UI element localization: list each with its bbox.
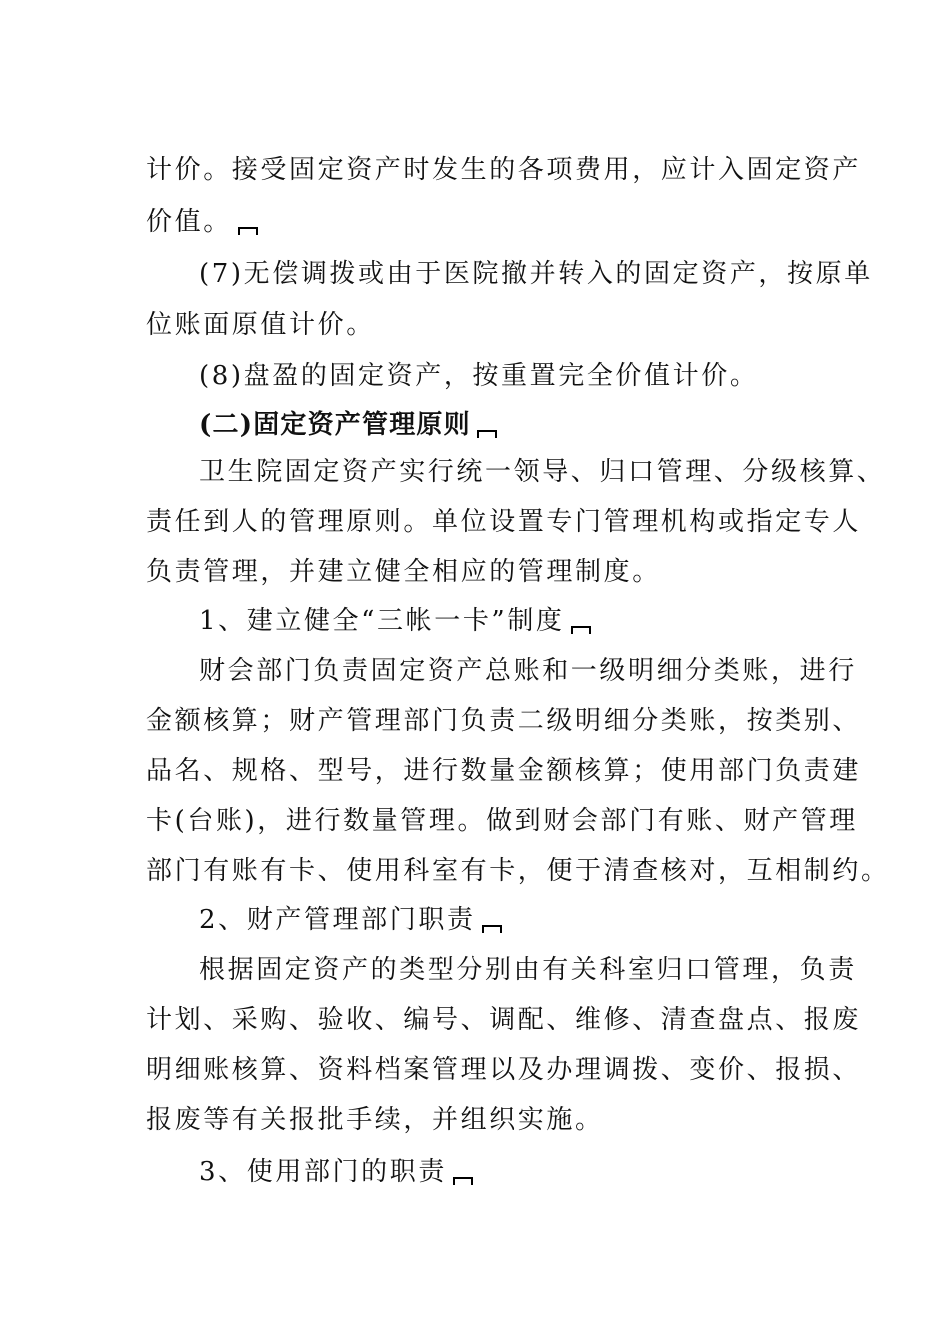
- text-line-content: 部门有账有卡、使用科室有卡，便于清查核对，互相制约。: [146, 856, 890, 886]
- text-line: [199, 359, 826, 393]
- paragraph-mark-icon: [453, 1176, 473, 1186]
- text-line: [146, 704, 862, 738]
- text-line-content: 财会部门负责固定资产总账和一级明细分类账，进行: [199, 656, 857, 686]
- text-line-content: (8)盘盈的固定资产，按重置完全价值计价。: [199, 361, 759, 391]
- text-line: [146, 308, 826, 342]
- text-line: [146, 854, 890, 888]
- text-line-content: 根据固定资产的类型分别由有关科室归口管理，负责: [199, 955, 857, 985]
- section-heading-text: (二)固定资产管理原则: [199, 410, 471, 440]
- text-line-content: 报废等有关报批手续，并组织实施。: [146, 1105, 604, 1135]
- paragraph-mark-icon: [571, 625, 591, 635]
- text-line: [146, 804, 858, 838]
- paragraph-mark-icon: [482, 924, 502, 934]
- text-line: [199, 654, 857, 688]
- text-line-content: 卫生院固定资产实行统一领导、归口管理、分级核算、: [199, 457, 886, 487]
- text-line-content: 责任到人的管理原则。单位设置专门管理机构或指定专人: [146, 507, 862, 537]
- text-line: [146, 555, 826, 589]
- text-line: [199, 455, 886, 489]
- paragraph-mark-icon: [238, 226, 258, 236]
- text-line-content: 品名、规格、型号，进行数量金额核算；使用部门负责建: [146, 756, 862, 786]
- subsection-heading-text: 2、财产管理部门职责: [199, 905, 476, 935]
- paragraph-mark-icon: [477, 429, 497, 439]
- text-line-content: 计价。接受固定资产时发生的各项费用，应计入固定资产: [146, 155, 862, 185]
- text-line-content: 负责管理，并建立健全相应的管理制度。: [146, 557, 661, 587]
- text-line: [146, 1103, 826, 1137]
- text-line: [146, 1053, 862, 1087]
- subsection-heading: [199, 903, 826, 937]
- text-line: [146, 754, 862, 788]
- section-heading: [199, 408, 826, 442]
- text-line-content: (7)无偿调拨或由于医院撤并转入的固定资产，按原单: [199, 259, 873, 289]
- text-line: [199, 953, 857, 987]
- text-line: [199, 257, 873, 291]
- subsection-heading-text: 1、建立健全“三帐一卡”制度: [199, 606, 565, 636]
- subsection-heading-text: 3、使用部门的职责: [199, 1157, 447, 1187]
- text-line-content: 位账面原值计价。: [146, 310, 375, 340]
- subsection-heading: [199, 604, 826, 638]
- text-line: [146, 153, 862, 187]
- subsection-heading: [199, 1155, 826, 1189]
- text-line-content: 价值。: [146, 207, 232, 237]
- text-line-content: 明细账核算、资料档案管理以及办理调拨、变价、报损、: [146, 1055, 862, 1085]
- text-line: [146, 505, 862, 539]
- text-line: [146, 205, 826, 239]
- text-line: [146, 1003, 862, 1037]
- text-line-content: 卡(台账)，进行数量管理。做到财会部门有账、财产管理: [146, 806, 858, 836]
- text-line-content: 金额核算；财产管理部门负责二级明细分类账，按类别、: [146, 706, 862, 736]
- text-line-content: 计划、采购、验收、编号、调配、维修、清查盘点、报废: [146, 1005, 862, 1035]
